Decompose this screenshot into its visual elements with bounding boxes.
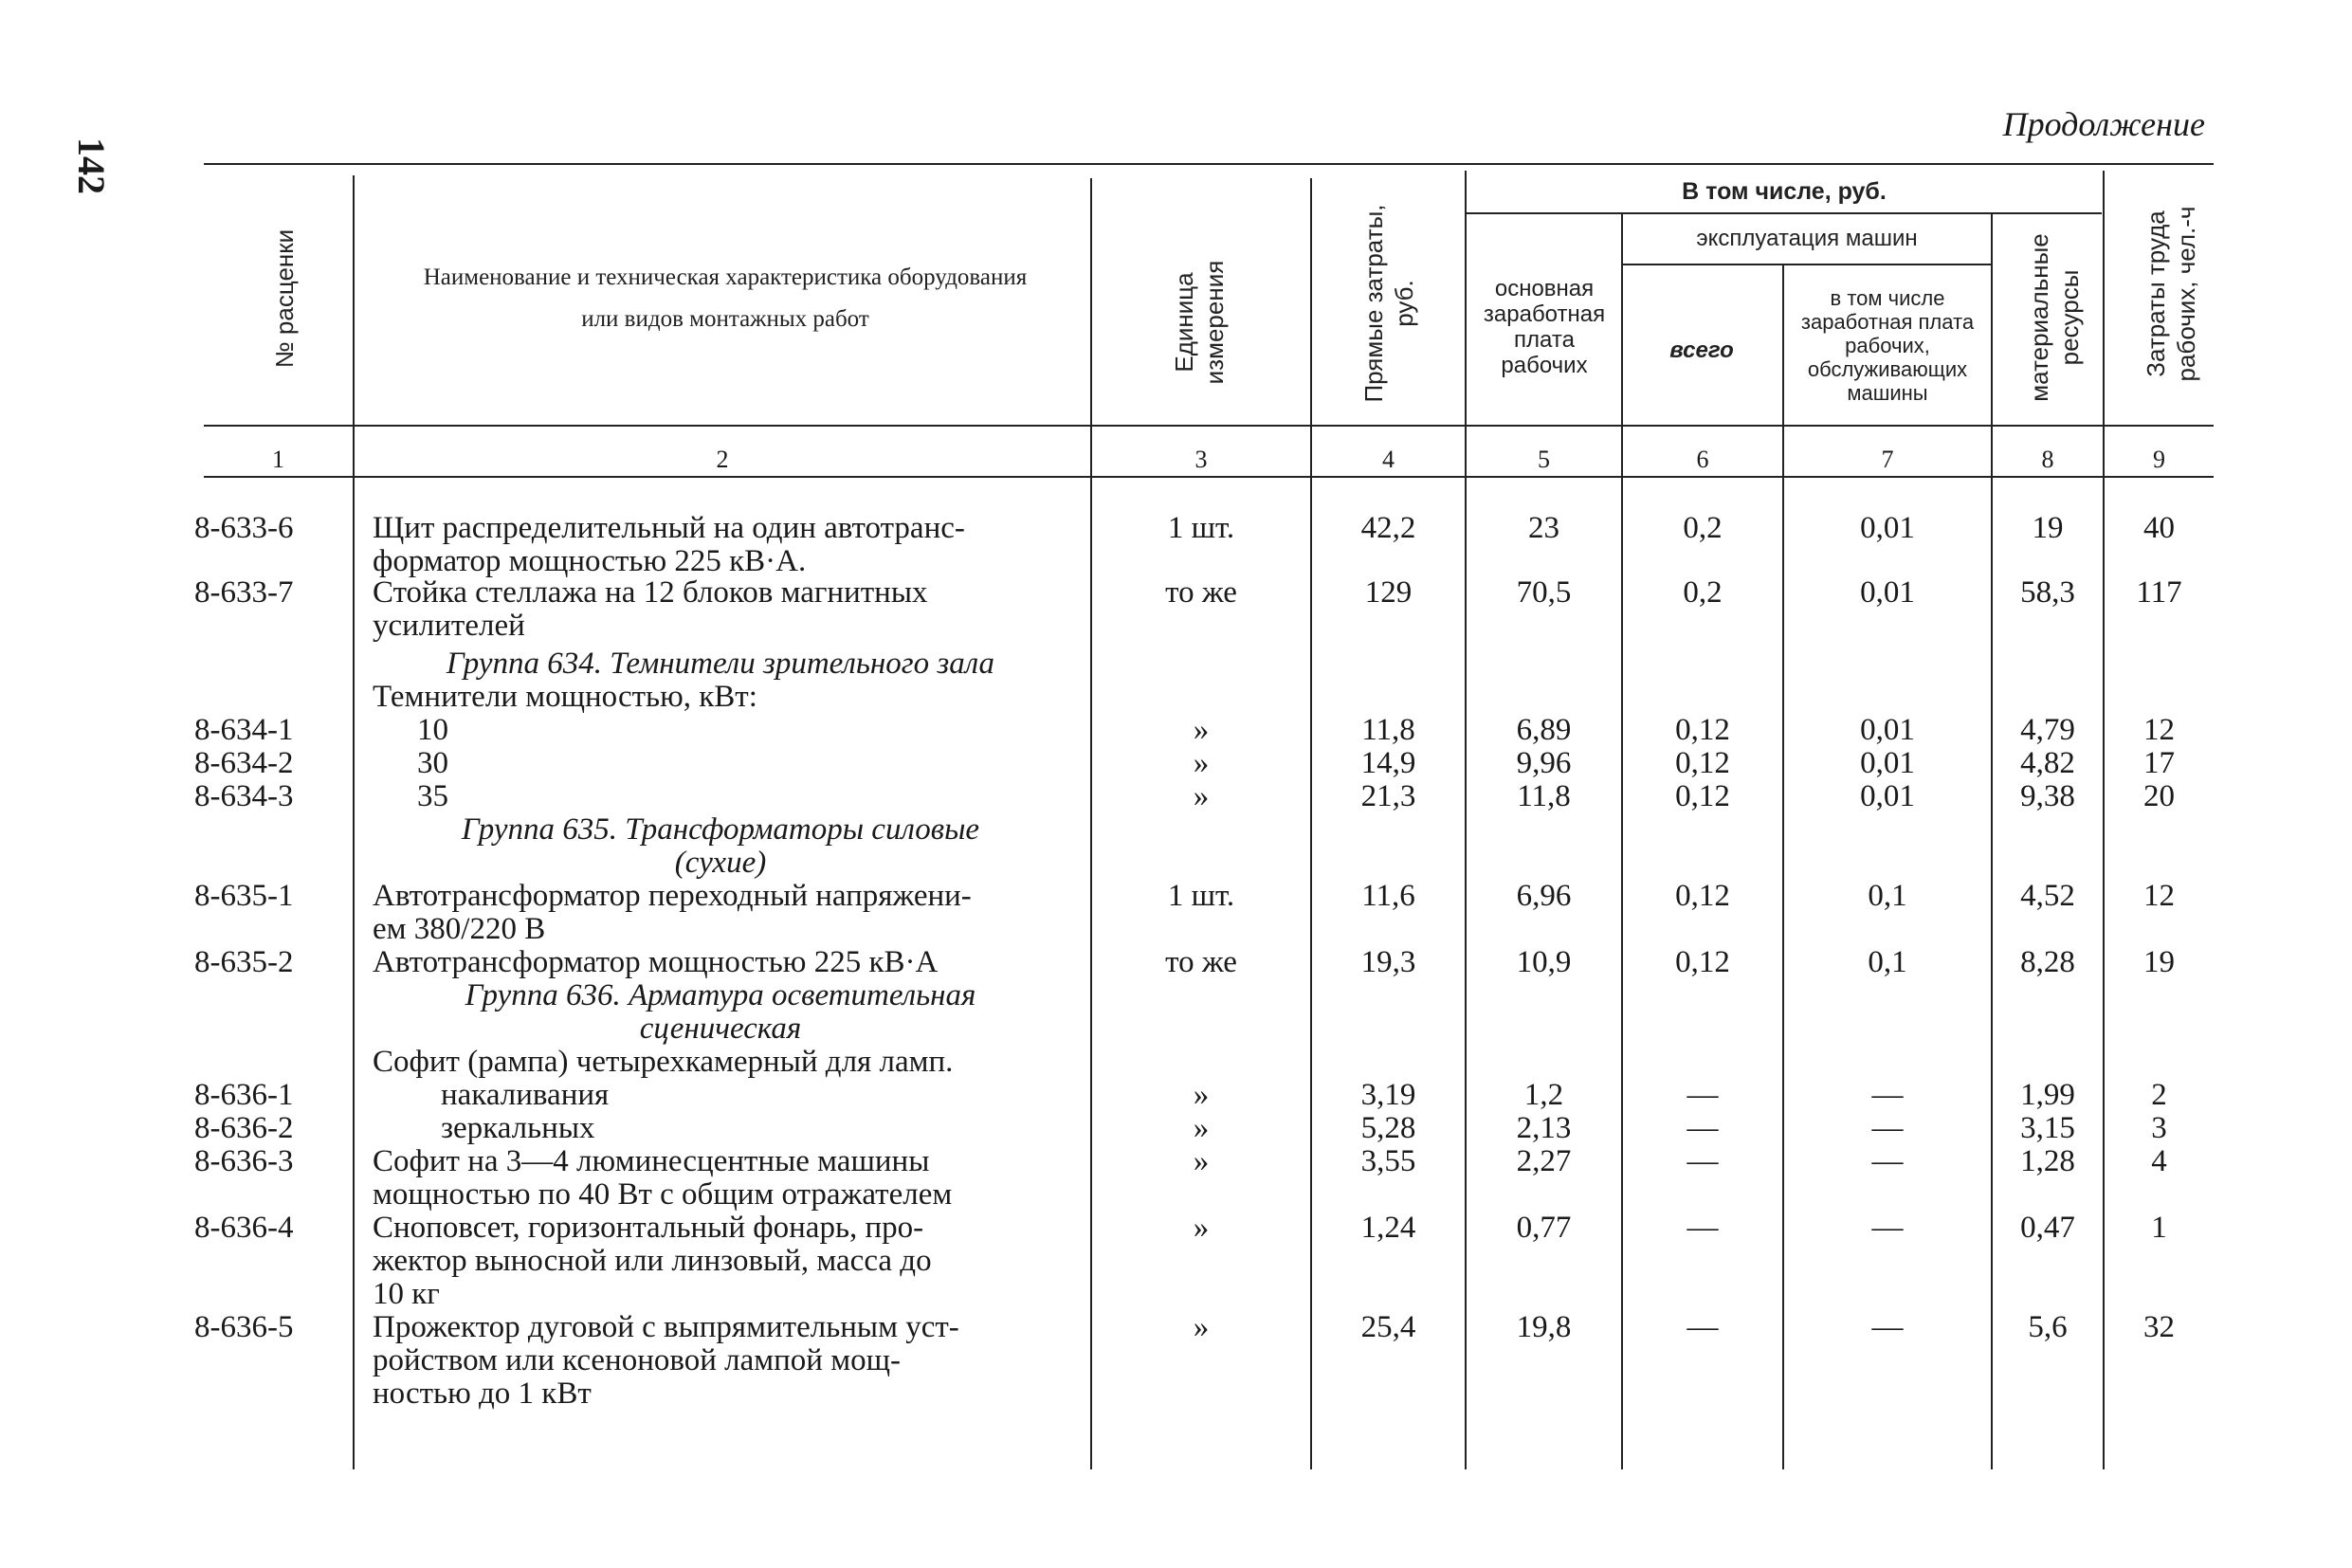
machine-total-cell: — (1687, 1111, 1719, 1145)
description-line: мощностью по 40 Вт с общим отражателем (373, 1177, 953, 1212)
materials-cell: 3,15 (2020, 1111, 2075, 1145)
labor-cell: 4 (2151, 1144, 2167, 1178)
col-rule-8 (2103, 171, 2105, 1469)
col-rule-3 (1310, 178, 1312, 1469)
price-code: 8-636-4 (194, 1211, 294, 1245)
price-code: 8-636-5 (194, 1310, 294, 1344)
header-machine-ops: эксплуатация машин (1696, 226, 1918, 251)
materials-cell: 8,28 (2020, 945, 2075, 979)
machine-wage-cell: — (1871, 1111, 1904, 1145)
machine-total-cell: 0,12 (1675, 945, 1730, 979)
machine-total-cell: — (1687, 1310, 1719, 1344)
header-price-no: № расценки (269, 228, 299, 369)
direct-costs-cell: 3,55 (1360, 1144, 1416, 1178)
description-line: Стойка стеллажа на 12 блоков магнитных (373, 575, 928, 610)
unit-cell: 1 шт. (1167, 879, 1235, 913)
header-top-rule (204, 163, 2214, 165)
price-code: 8-633-7 (194, 575, 294, 610)
machine-wage-cell: 0,01 (1860, 511, 1915, 545)
labor-cell: 117 (2136, 575, 2182, 610)
description-line: Сноповсет, горизонтальный фонарь, про- (373, 1211, 924, 1245)
unit-cell: 1 шт. (1167, 511, 1235, 545)
direct-costs-cell: 1,24 (1360, 1211, 1416, 1245)
header-labor: Затраты труда рабочих, чел.-ч (2142, 206, 2200, 382)
column-number-7: 7 (1881, 446, 1894, 473)
materials-cell: 4,82 (2020, 746, 2075, 780)
labor-cell: 20 (2143, 779, 2175, 813)
description-line: Прожектор дуговой с выпрямительным уст- (373, 1310, 959, 1344)
materials-cell: 0,47 (2020, 1211, 2075, 1245)
machine-total-cell: 0,12 (1675, 713, 1730, 747)
header-bottom-rule (204, 425, 2214, 427)
base-wage-cell: 1,2 (1523, 1078, 1564, 1112)
base-wage-cell: 0,77 (1516, 1211, 1572, 1245)
machine-total-cell: 0,12 (1675, 879, 1730, 913)
machine-total-cell: 0,2 (1683, 511, 1723, 545)
direct-costs-cell: 11,6 (1361, 879, 1415, 913)
description-line: 30 (417, 746, 448, 780)
labor-cell: 19 (2143, 945, 2175, 979)
description-line: Автотрансформатор переходный напряжени- (373, 879, 972, 913)
labor-cell: 12 (2143, 879, 2175, 913)
price-code: 8-634-2 (194, 746, 294, 780)
column-number-8: 8 (2041, 446, 2054, 473)
labor-cell: 1 (2151, 1211, 2167, 1245)
group-title: Группа 635. Трансформаторы силовые (461, 812, 980, 847)
unit-cell: » (1193, 1211, 1210, 1245)
description-line: Темнители мощностью, кВт: (373, 680, 757, 714)
materials-cell: 4,79 (2020, 713, 2075, 747)
column-number-6: 6 (1696, 446, 1709, 473)
base-wage-cell: 10,9 (1516, 945, 1572, 979)
unit-cell: то же (1165, 945, 1237, 979)
price-code: 8-634-3 (194, 779, 294, 813)
machine-total-cell: 0,12 (1675, 746, 1730, 780)
materials-cell: 1,99 (2020, 1078, 2075, 1112)
description-line: ностью до 1 кВт (373, 1377, 592, 1411)
machine-wage-cell: — (1871, 1211, 1904, 1245)
header-unit: Единица измерения (1170, 260, 1229, 385)
description-line: ем 380/220 В (373, 912, 546, 946)
labor-cell: 3 (2151, 1111, 2167, 1145)
price-code: 8-636-3 (194, 1144, 294, 1178)
base-wage-cell: 2,27 (1516, 1144, 1572, 1178)
direct-costs-cell: 5,28 (1360, 1111, 1416, 1145)
description-line: 10 кг (373, 1277, 440, 1311)
unit-cell: » (1193, 1144, 1210, 1178)
col-rule-2 (1090, 178, 1092, 1469)
unit-cell: » (1193, 1310, 1210, 1344)
group-title: (сухие) (674, 846, 767, 880)
direct-costs-cell: 42,2 (1360, 511, 1416, 545)
machine-wage-cell: 0,01 (1860, 746, 1915, 780)
direct-costs-cell: 3,19 (1360, 1078, 1416, 1112)
continuation-label: Продолжение (2002, 105, 2205, 143)
machine-ops-rule (1621, 264, 1991, 265)
machine-wage-cell: 0,01 (1860, 575, 1915, 610)
machine-total-cell: — (1687, 1211, 1719, 1245)
description-line: ройством или ксеноновой лампой мощ- (373, 1343, 901, 1377)
including-rule (1465, 212, 2102, 214)
header-name: Наименование и техническая характеристика оборудования или видов монтажных работ (423, 264, 1028, 332)
group-title: Группа 634. Темнители зрительного зала (446, 647, 995, 681)
materials-cell: 4,52 (2020, 879, 2075, 913)
base-wage-cell: 19,8 (1516, 1310, 1572, 1344)
col-rule-7 (1991, 214, 1993, 1469)
direct-costs-cell: 129 (1364, 575, 1413, 610)
unit-cell: » (1193, 1111, 1210, 1145)
labor-cell: 12 (2143, 713, 2175, 747)
machine-wage-cell: 0,1 (1868, 945, 1907, 979)
unit-cell: » (1193, 1078, 1210, 1112)
machine-wage-cell: 0,01 (1860, 779, 1915, 813)
base-wage-cell: 11,8 (1517, 779, 1571, 813)
base-wage-cell: 9,96 (1516, 746, 1572, 780)
unit-cell: » (1193, 713, 1210, 747)
header-materials: материальные ресурсы (2025, 233, 2084, 402)
description-line: форматор мощностью 225 кВ·А. (373, 544, 807, 578)
unit-cell: » (1193, 746, 1210, 780)
header-total: всего (1669, 337, 1734, 363)
machine-wage-cell: — (1871, 1078, 1904, 1112)
description-line: усилителей (373, 609, 525, 643)
direct-costs-cell: 21,3 (1360, 779, 1416, 813)
description-line: зеркальных (441, 1111, 595, 1145)
col-rule-4 (1465, 171, 1467, 1469)
price-code: 8-636-2 (194, 1111, 294, 1145)
description-line: 10 (417, 713, 448, 747)
labor-cell: 17 (2143, 746, 2175, 780)
header-base-wage: основная заработная плата рабочих (1483, 276, 1606, 378)
machine-wage-cell: 0,01 (1860, 713, 1915, 747)
materials-cell: 19 (2032, 511, 2064, 545)
base-wage-cell: 6,89 (1516, 713, 1572, 747)
description-line: накаливания (441, 1078, 610, 1112)
direct-costs-cell: 25,4 (1360, 1310, 1416, 1344)
machine-wage-cell: 0,1 (1868, 879, 1907, 913)
direct-costs-cell: 14,9 (1360, 746, 1416, 780)
price-code: 8-634-1 (194, 713, 294, 747)
machine-total-cell: — (1687, 1078, 1719, 1112)
description-line: Софит (рампа) четырехкамерный для ламп. (373, 1045, 954, 1079)
direct-costs-cell: 11,8 (1361, 713, 1415, 747)
price-code: 8-633-6 (194, 511, 294, 545)
price-code: 8-635-2 (194, 945, 294, 979)
machine-wage-cell: — (1871, 1144, 1904, 1178)
machine-total-cell: 0,12 (1675, 779, 1730, 813)
unit-cell: » (1193, 779, 1210, 813)
base-wage-cell: 2,13 (1516, 1111, 1572, 1145)
materials-cell: 58,3 (2020, 575, 2075, 610)
description-line: Щит распределительный на один автотранс- (373, 511, 965, 545)
column-numbers-rule (204, 476, 2214, 478)
column-number-3: 3 (1194, 446, 1208, 473)
labor-cell: 2 (2151, 1078, 2167, 1112)
column-number-1: 1 (272, 446, 284, 473)
col-rule-1 (353, 175, 355, 1469)
base-wage-cell: 70,5 (1516, 575, 1572, 610)
column-number-5: 5 (1538, 446, 1550, 473)
header-incl-wage: в том числе заработная плата рабочих, обслуживающих машины (1800, 285, 1975, 405)
description-line: Софит на 3—4 люминесцентные машины (373, 1144, 930, 1178)
description-line: жектор выносной или линзовый, масса до (373, 1244, 932, 1278)
column-number-9: 9 (2153, 446, 2165, 473)
materials-cell: 5,6 (2028, 1310, 2068, 1344)
page-number: 142 (70, 137, 113, 194)
materials-cell: 9,38 (2020, 779, 2075, 813)
unit-cell: то же (1165, 575, 1237, 610)
machine-total-cell: — (1687, 1144, 1719, 1178)
column-number-2: 2 (716, 446, 729, 473)
column-number-4: 4 (1382, 446, 1395, 473)
machine-wage-cell: — (1871, 1310, 1904, 1344)
group-title: Группа 636. Арматура осветительная (465, 978, 976, 1012)
header-including: В том числе, руб. (1682, 177, 1887, 205)
labor-cell: 40 (2143, 511, 2175, 545)
labor-cell: 32 (2143, 1310, 2175, 1344)
group-title: сценическая (639, 1012, 802, 1046)
direct-costs-cell: 19,3 (1360, 945, 1416, 979)
base-wage-cell: 23 (1528, 511, 1559, 545)
materials-cell: 1,28 (2020, 1144, 2075, 1178)
description-line: 35 (417, 779, 448, 813)
price-code: 8-635-1 (194, 879, 294, 913)
col-rule-5 (1621, 214, 1623, 1469)
price-code: 8-636-1 (194, 1078, 294, 1112)
header-direct-costs: Прямые затраты, руб. (1359, 204, 1418, 403)
base-wage-cell: 6,96 (1516, 879, 1572, 913)
description-line: Автотрансформатор мощностью 225 кВ·А (373, 945, 939, 979)
machine-total-cell: 0,2 (1683, 575, 1723, 610)
